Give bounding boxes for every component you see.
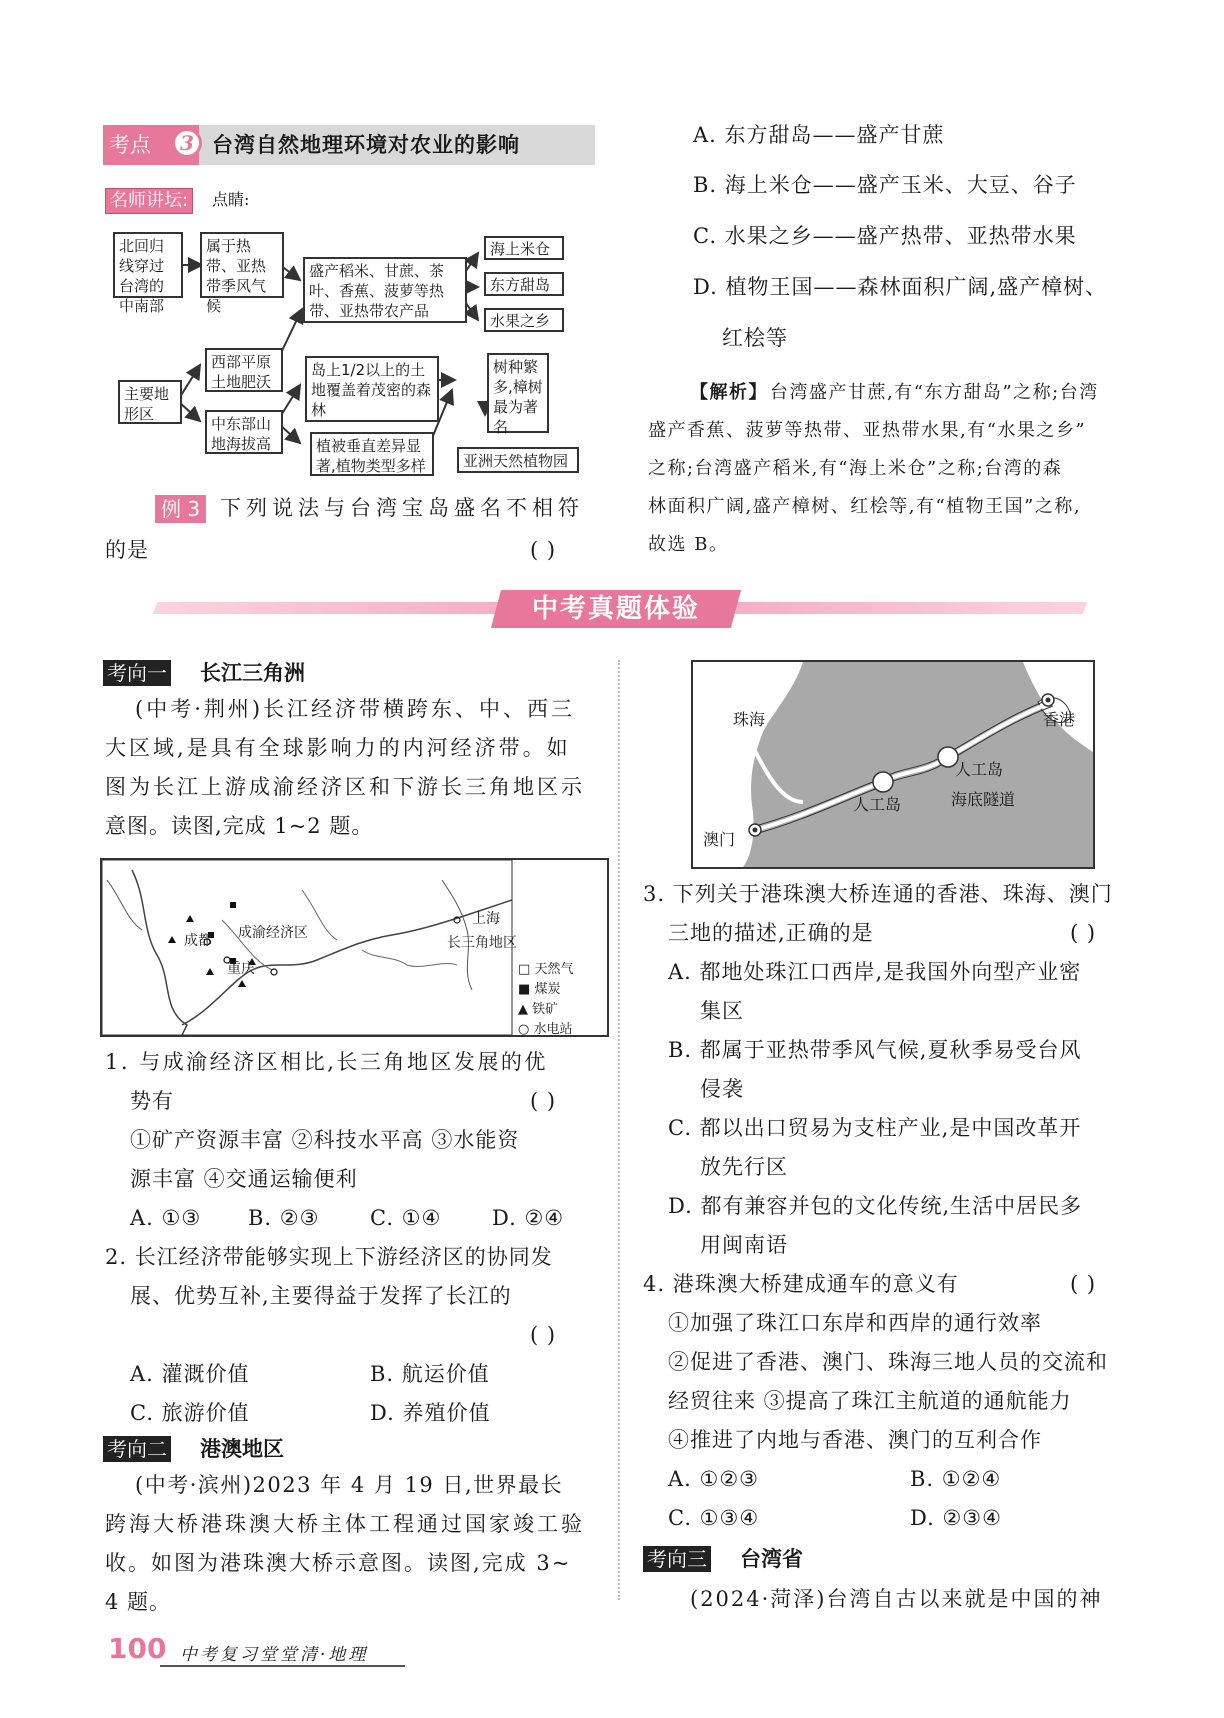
flow-box-rice: 海上米仓	[484, 236, 564, 260]
example-tag: 例 3	[155, 495, 206, 523]
q4-line5: ④推进了内地与香港、澳门的互利合作	[668, 1428, 1042, 1452]
q2-option-c: C. 旅游价值	[130, 1401, 250, 1425]
q1-option-a: A. ①③	[130, 1206, 202, 1230]
q4-line2: ①加强了珠江口东岸和西岸的通行效率	[668, 1311, 1042, 1335]
label-chengyu: 成渝经济区	[238, 925, 308, 941]
intro1-line4: 意图。读图,完成 1~2 题。	[105, 814, 374, 838]
flow-box-garden: 亚洲天然植物园	[457, 447, 579, 473]
intro3-line1: (2024·菏泽)台湾自古以来就是中国的神	[690, 1587, 1103, 1611]
q3-option-b-line1: B. 都属于亚热带季风气候,夏秋季易受台风	[668, 1038, 1082, 1062]
intro1-line2: 大区域,是具有全球影响力的内河经济带。如	[105, 736, 571, 760]
q3-option-a-line2: 集区	[700, 999, 744, 1023]
legend-hydro	[518, 1020, 573, 1040]
q2-option-b: B. 航运价值	[370, 1362, 490, 1386]
q1-line4: 源丰富 ④交通运输便利	[130, 1167, 358, 1191]
mingshi-label: 名师讲坛:	[105, 188, 193, 214]
intro2-line4: 4 题。	[105, 1590, 172, 1614]
legend-iron	[518, 1000, 573, 1020]
kaoxiang2-title: 港澳地区	[200, 1437, 284, 1461]
q4-line3: ②促进了香港、澳门、珠海三地人员的交流和	[668, 1350, 1108, 1374]
map1-legend	[518, 960, 573, 1040]
footer-title: 中考复习堂堂清·地理	[180, 1645, 369, 1665]
q3-paren: ( )	[1070, 921, 1097, 945]
analysis-line3: 之称;台湾盛产稻米,有“海上米仓”之称;台湾的森	[648, 458, 1063, 479]
q2-option-a: A. 灌溉价值	[130, 1362, 250, 1386]
label-xianggang: 香港	[1043, 710, 1076, 729]
q4-option-d: D. ②③④	[910, 1506, 1002, 1530]
legend-coal-label: 煤炭	[534, 982, 561, 997]
example-stem-line1: 下列说法与台湾宝岛盛名不相符	[220, 496, 584, 520]
label-csj: 长三角地区	[447, 935, 517, 951]
flow-box-products: 盛产稻米、甘蔗、茶叶、香蕉、菠萝等热带、亚热带农产品	[303, 257, 467, 323]
kaodian-title: 台湾自然地理环境对农业的影响	[212, 133, 520, 157]
kaoxiang3-tag: 考向三	[643, 1546, 711, 1572]
q3-option-d-line1: D. 都有兼容并包的文化传统,生活中居民多	[668, 1194, 1083, 1218]
analysis-line1: 台湾盛产甘蔗,有“东方甜岛”之称;台湾	[770, 382, 1099, 403]
gas-icon: □	[518, 962, 531, 977]
label-tunnel: 海底隧道	[951, 790, 1016, 809]
intro2-line1: (中考·滨州)2023 年 4 月 19 日,世界最长	[135, 1473, 564, 1497]
mingshi-after: 点睛:	[212, 190, 250, 209]
legend-coal	[518, 980, 573, 1000]
q1-line3: ①矿产资源丰富 ②科技水平高 ③水能资	[130, 1128, 520, 1152]
footer-rule	[160, 1665, 405, 1667]
kaoxiang3-title: 台湾省	[740, 1547, 803, 1571]
flow-box-mountain: 中东部山地海拔高	[205, 410, 283, 454]
ex3-option-d-line2: 红桧等	[722, 326, 788, 350]
q3-line2: 三地的描述,正确的是	[668, 921, 874, 945]
kaodian-number: 3	[172, 128, 202, 158]
q3-option-c-line2: 放先行区	[700, 1155, 788, 1179]
ex3-option-d-line1: D. 植物王国——森林面积广阔,盛产樟树、	[693, 275, 1108, 299]
kaoxiang1-tag: 考向一	[103, 660, 171, 686]
ex3-option-a: A. 东方甜岛——盛产甘蔗	[693, 123, 945, 147]
label-shanghai: 上海	[472, 911, 500, 927]
label-zhuhai: 珠海	[733, 710, 766, 729]
page-number: 100	[108, 1632, 167, 1665]
flow-box-tropic: 北回归线穿过台湾的中南部	[113, 232, 183, 298]
flow-box-plain: 西部平原土地肥沃	[205, 348, 283, 392]
q4-option-b: B. ①②④	[910, 1467, 1002, 1491]
analysis-line5: 故选 B。	[648, 534, 729, 555]
q2-line2: 展、优势互补,主要得益于发挥了长江的	[130, 1284, 512, 1308]
flow-box-trees: 树种繁多,樟树最为著名	[487, 353, 549, 433]
q1-option-d: D. ②④	[492, 1206, 565, 1230]
legend-gas-label: 天然气	[534, 962, 574, 977]
q4-option-a: A. ①②③	[668, 1467, 759, 1491]
q4-line4: 经贸往来 ③提高了珠江主航道的通航能力	[668, 1389, 1072, 1413]
label-chengdu: 成都	[184, 933, 212, 949]
q4-option-c: C. ①③④	[668, 1506, 760, 1530]
q3-option-a-line1: A. 都地处珠江口西岸,是我国外向型产业密	[668, 960, 1082, 984]
banner-title: 中考真题体验	[531, 594, 700, 624]
label-island2: 人工岛	[955, 760, 1004, 779]
flow-box-terrain: 主要地形区	[118, 380, 182, 424]
legend-gas	[518, 960, 573, 980]
example-stem-line2: 的是	[105, 538, 149, 562]
q3-option-b-line2: 侵袭	[700, 1077, 744, 1101]
q1-option-b: B. ②③	[248, 1206, 320, 1230]
q2-line1: 2. 长江经济带能够实现上下游经济区的协同发	[105, 1245, 553, 1269]
q4-paren: ( )	[1070, 1272, 1097, 1296]
label-aomen: 澳门	[703, 830, 736, 849]
q3-option-c-line1: C. 都以出口贸易为支柱产业,是中国改革开	[668, 1116, 1082, 1140]
flow-box-sugar: 东方甜岛	[484, 272, 564, 296]
flow-box-forest: 岛上1/2以上的土地覆盖着茂密的森林	[305, 356, 439, 422]
kaodian-tag: 考点	[103, 125, 199, 165]
flow-box-fruit: 水果之乡	[484, 308, 564, 332]
hzmb-map-drawing	[693, 662, 1093, 867]
q1-option-c: C. ①④	[370, 1206, 442, 1230]
hzmb-map	[691, 660, 1095, 869]
intro2-line2: 跨海大桥港珠澳大桥主体工程通过国家竣工验	[105, 1512, 585, 1536]
q2-option-d: D. 养殖价值	[370, 1401, 491, 1425]
label-island1: 人工岛	[853, 795, 902, 814]
q1-paren: ( )	[530, 1089, 557, 1113]
analysis-line4: 林面积广阔,盛产樟树、红桧等,有“植物王国”之称,	[648, 496, 1082, 517]
q1-line1: 1. 与成渝经济区相比,长三角地区发展的优	[105, 1050, 548, 1074]
q3-option-d-line2: 用闽南语	[700, 1233, 788, 1257]
q2-paren: ( )	[530, 1323, 557, 1347]
legend-hydro-label: 水电站	[533, 1022, 573, 1037]
coal-icon: ■	[518, 982, 531, 997]
yangtze-map	[100, 858, 609, 1037]
label-chongqing: 重庆	[227, 961, 255, 977]
legend-iron-label: 铁矿	[532, 1002, 559, 1017]
iron-icon: ▲	[518, 1002, 528, 1017]
q3-line1: 3. 下列关于港珠澳大桥连通的香港、珠海、澳门	[643, 882, 1113, 906]
flow-box-vegetation: 植被垂直差异显著,植物类型多样	[310, 432, 434, 476]
q1-line2: 势有	[130, 1089, 174, 1113]
analysis-label: 【解析】	[690, 382, 768, 403]
hydro-icon: ○	[518, 1022, 530, 1037]
kaoxiang2-tag: 考向二	[103, 1436, 171, 1462]
analysis-line2: 盛产香蕉、菠萝等热带、亚热带水果,有“水果之乡”	[648, 420, 1087, 441]
kaoxiang1-title: 长江三角洲	[200, 661, 305, 685]
intro1-line3: 图为长江上游成渝经济区和下游长三角地区示	[105, 775, 585, 799]
example-paren: ( )	[530, 538, 557, 562]
flow-box-climate: 属于热带、亚热带季风气候	[200, 232, 284, 298]
ex3-option-c: C. 水果之乡——盛产热带、亚热带水果	[693, 224, 1077, 248]
column-divider	[618, 660, 620, 1600]
intro1-line1: (中考·荆州)长江经济带横跨东、中、西三	[135, 697, 576, 721]
intro2-line3: 收。如图为港珠澳大桥示意图。读图,完成 3~	[105, 1551, 572, 1575]
q4-line1: 4. 港珠澳大桥建成通车的意义有	[643, 1272, 959, 1296]
ex3-option-b: B. 海上米仓——盛产玉米、大豆、谷子	[693, 173, 1077, 197]
